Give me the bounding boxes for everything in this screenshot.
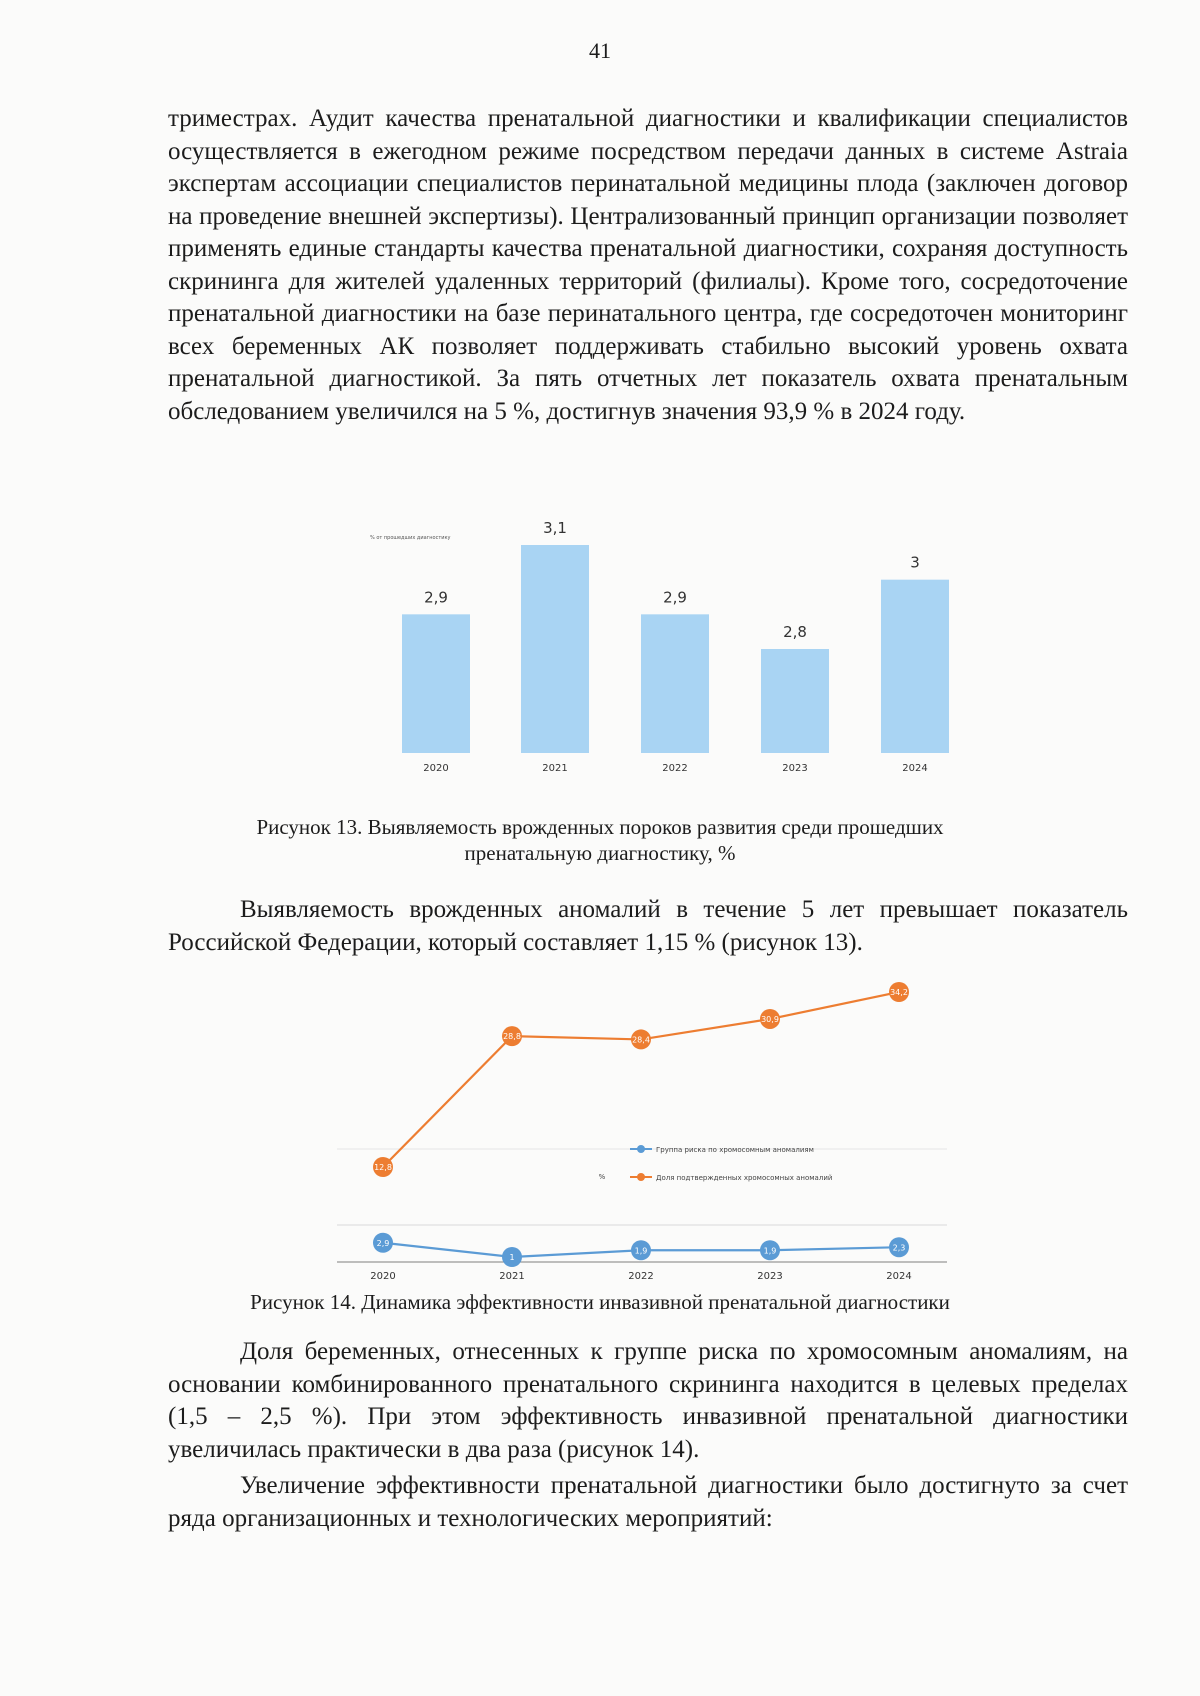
series-1-point-label-2020: 2,9: [376, 1238, 390, 1248]
bar-chart-series-note: % от прошедших диагностику: [370, 535, 451, 541]
legend-swatch-marker-2: [637, 1173, 645, 1181]
series-1-point-label-2024: 2,3: [892, 1243, 906, 1253]
bar-value-label-2021: 3,1: [543, 519, 567, 537]
legend-label-1: Группа риска по хромосомным аномалиям: [656, 1146, 814, 1154]
bar-value-label-2024: 3: [910, 553, 920, 572]
paragraph-coverage: триместрах. Аудит качества пренатальной диагностики и квалификации специалистов осуществляется в ежегодном режиме посредством передачи данных в системе Astraia экспертам ассоциации специалистов перинатальной медицины плода (заключен договор на проведение внешней экспертизы). Централизованный принцип организации позволяет применять единые стандарты качества пренатальной диагностики, сохраняя доступность скрининга для жителей удаленных территорий (филиалы). Кроме того, сосредоточение пренатальной диагностики на базе перинатального центра, где сосредоточен мониторинг всех беременных АК позволяет поддерживать стабильно высокий уровень охвата пренатальной диагностикой. За пять отчетных лет показатель охвата пренатальным обследованием увеличился на 5 %, достигнув значения 93,9 % в 2024 году.: [168, 105, 1128, 425]
legend-swatch-marker-1: [637, 1145, 645, 1153]
paragraph-risk-group: Доля беременных, отнесенных к группе риска по хромосомным аномалиям, на основании комбинированного пренатального скрининга находится в целевых пределах (1,5 – 2,5 %). При этом эффективность инвазивной пренатальной диагностики увеличилась практически в два раза (рисунок 14).: [168, 1338, 1128, 1463]
bar-2022: [641, 614, 709, 753]
figure-14-caption: Рисунок 14. Динамика эффективности инвазивной пренатальной диагностики: [250, 1290, 950, 1314]
series-1-point-label-2021: 1: [509, 1253, 515, 1262]
legend-label-2: Доля подтвержденных хромосомных аномалий: [656, 1174, 833, 1182]
figure-13-caption: [0, 814, 1200, 866]
x-tick-2023: 2023: [782, 763, 808, 774]
bar-2023: [761, 649, 829, 753]
series-2-point-label-2023: 30,9: [761, 1014, 779, 1024]
figure-13-caption-line-1: Рисунок 13. Выявляемость врожденных пороков развития среди прошедших: [256, 815, 944, 839]
x-tick-2021: 2021: [542, 763, 568, 774]
figure-13-caption-line-2: пренатальную диагностику, %: [464, 841, 736, 865]
series-1-point-label-2022: 1,9: [634, 1246, 648, 1256]
x-tick-2020: 2020: [370, 1271, 396, 1282]
paragraph-measures: Увеличение эффективности пренатальной диагностики было достигнуто за счет ряда организационных и технологических мероприятий:: [168, 1472, 1128, 1532]
x-tick-2024: 2024: [902, 763, 928, 774]
series-line-2: [383, 992, 899, 1167]
figure-13-bar-chart: [0, 505, 1200, 774]
figure-14-line-chart: [0, 985, 1200, 1285]
x-tick-2024: 2024: [886, 1271, 912, 1282]
x-tick-2021: 2021: [499, 1271, 525, 1282]
bar-value-label-2022: 2,9: [663, 588, 687, 607]
y-axis-label: %: [598, 1173, 606, 1181]
bar-value-label-2020: 2,9: [424, 588, 448, 607]
x-tick-2022: 2022: [662, 763, 688, 774]
x-tick-2020: 2020: [423, 763, 449, 774]
series-2-point-label-2020: 12,8: [374, 1163, 392, 1172]
series-2-point-label-2024: 34,2: [890, 988, 908, 997]
series-2-point-label-2022: 28,4: [632, 1035, 650, 1045]
page-number: 41: [589, 38, 611, 63]
x-tick-2022: 2022: [628, 1271, 654, 1282]
bar-2021: [521, 545, 589, 753]
bar-value-label-2023: 2,8: [783, 623, 807, 641]
x-tick-2023: 2023: [757, 1271, 783, 1282]
bar-2020: [402, 614, 470, 753]
bar-2024: [881, 580, 949, 753]
paragraph-detection: Выявляемость врожденных аномалий в течение 5 лет превышает показатель Российской Федерации, который составляет 1,15 % (рисунок 13).: [168, 896, 1128, 956]
series-1-point-label-2023: 1,9: [763, 1246, 777, 1256]
series-2-point-label-2021: 28,8: [503, 1032, 521, 1042]
